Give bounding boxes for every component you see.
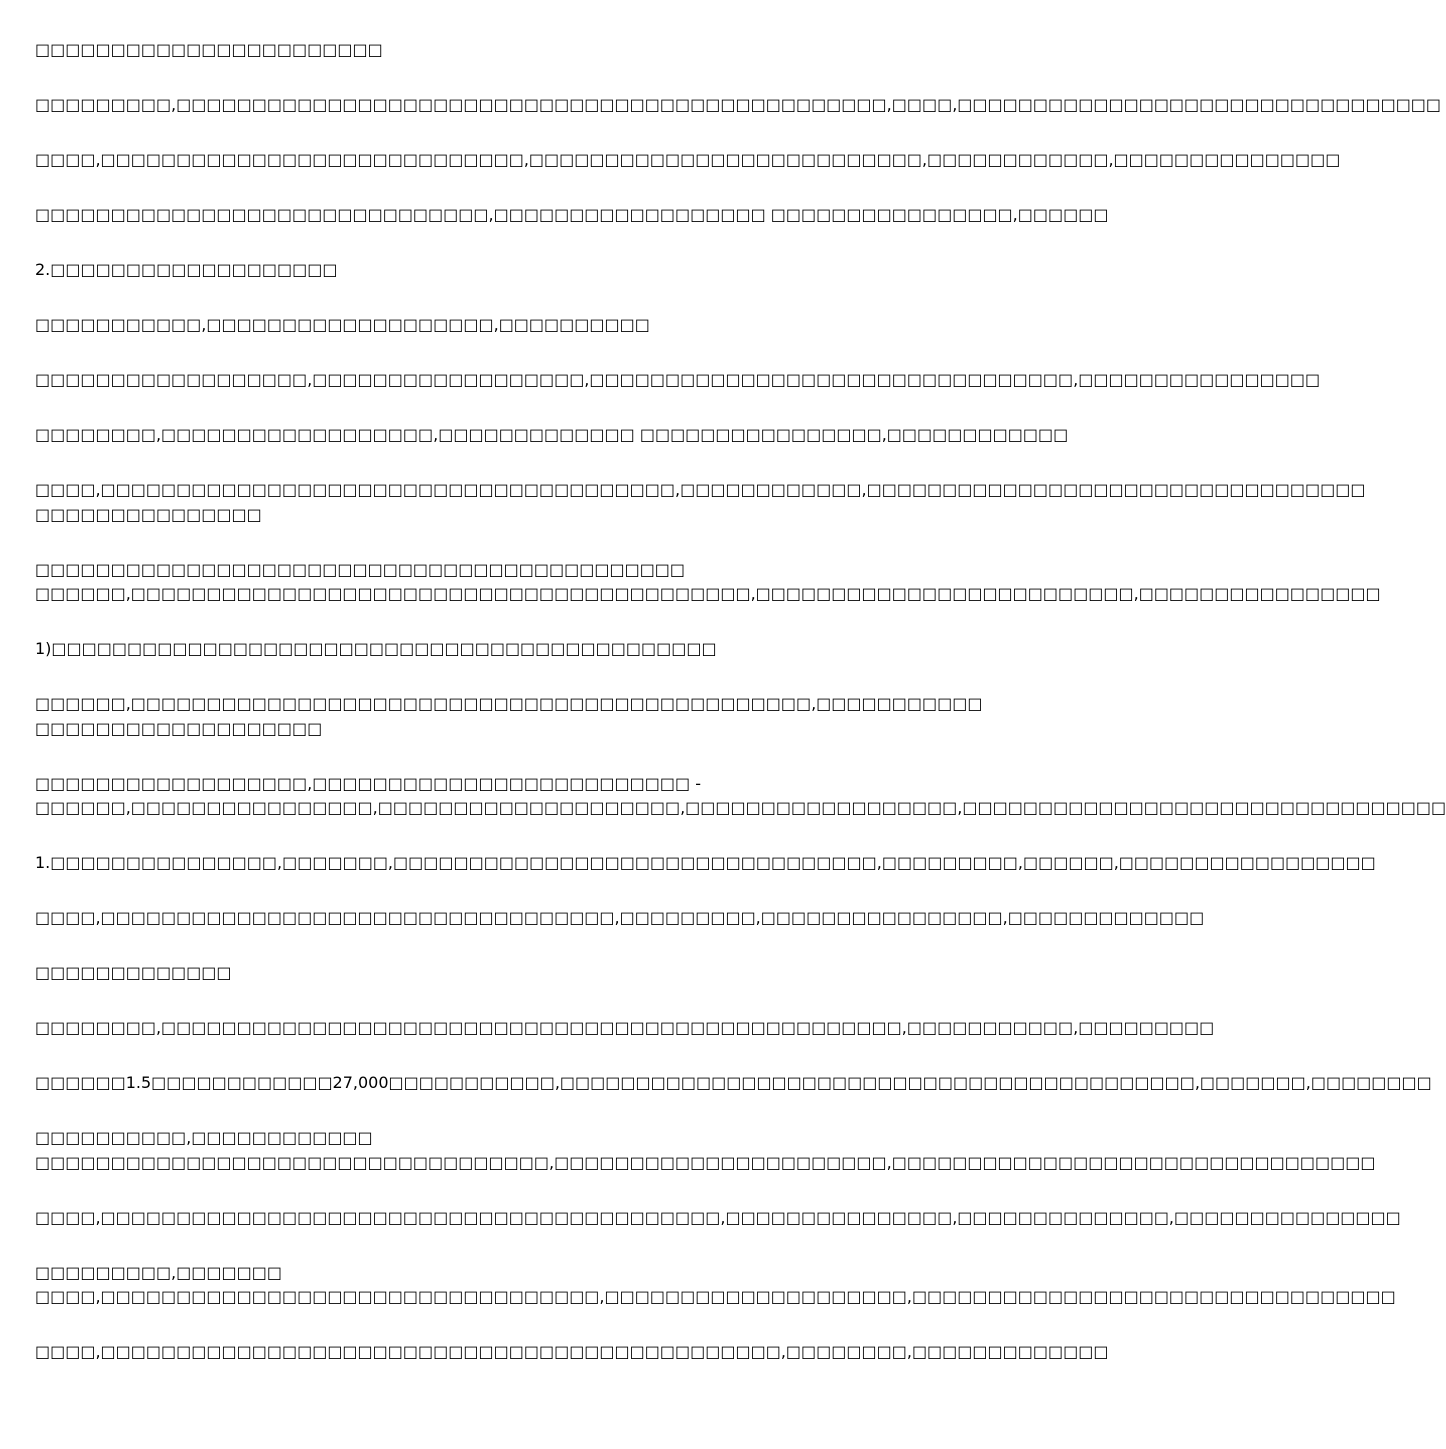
- text-line: □□□□□□□□□□□□□□□: [35, 504, 262, 524]
- paragraph-22: [35, 1340, 1109, 1365]
- text-line: □□□□□□□□□□□□□□□□□□□: [35, 718, 323, 738]
- paragraph-2: [35, 93, 1442, 118]
- paragraph-18: [35, 1071, 1432, 1096]
- list-item-1: [35, 851, 1376, 876]
- text-line: □□□□,□□□□□□□□□□□□□□□□□□□□□□□□□□□□□□□□□□□□□□□□□□□□□,□□□□□□□□,□□□□□□□□□□□□□: [35, 1342, 1109, 1361]
- section-heading-2: [35, 258, 990, 283]
- paragraph-9: [35, 478, 1366, 527]
- paragraph-1: [35, 38, 990, 63]
- text-line: □□□□□□□□□,□□□□□□□: [35, 1262, 282, 1282]
- text-line: □□□□,□□□□□□□□□□□□□□□□□□□□□□□□□□□□,□□□□□□□□□□□□□□□□□□□□□□□□□□,□□□□□□□□□□□□,□□□□□□□□□□□□□□□: [35, 150, 1341, 169]
- text-line: 1)□□□□□□□□□□□□□□□□□□□□□□□□□□□□□□□□□□□□□□□□□□□□: [35, 639, 717, 658]
- text-line: □□□□□□□□□□□,□□□□□□□□□□□□□□□□□□□,□□□□□□□□□□: [35, 315, 650, 334]
- text-line: □□□□□□□□□□□□□□□□□□,□□□□□□□□□□□□□□□□□□,□□□□□□□□□□□□□□□□□□□□□□□□□□□□□□□□,□□□□□□□□□□□□□□□□: [35, 370, 1321, 389]
- paragraph-19: [35, 1126, 1376, 1175]
- paragraph-7: [35, 368, 1321, 393]
- list-item-1-paren: [35, 637, 990, 662]
- text-line: □□□□□□□□□,□□□□□□□□□□□□□□□□□□□□□□□□□□□□□□□□□□□□□□□□□□□□□□□,□□□□,□□□□□□□□□□□□□□□□□□□□□□□□□□□□□□□□: [35, 95, 1442, 114]
- text-line: 1.□□□□□□□□□□□□□□□,□□□□□□□,□□□□□□□□□□□□□□□□□□□□□□□□□□□□□□□□,□□□□□□□□□,□□□□□□,□□□□□□□□□□□□□□□□□: [35, 853, 1376, 872]
- paragraph-13: [35, 772, 1446, 821]
- paragraph-4: [35, 203, 1109, 228]
- text-line: □□□□□□,□□□□□□□□□□□□□□□□□□□□□□□□□□□□□□□□□□□□□□□□□□□□□,□□□□□□□□□□□: [35, 694, 983, 713]
- text-line: □□□□□□□□□□□□□: [35, 963, 232, 982]
- document-body: [35, 38, 1446, 1395]
- text-line: □□□□□□□□,□□□□□□□□□□□□□□□□□□,□□□□□□□□□□□□□ □□□□□□□□□□□□□□□□,□□□□□□□□□□□□: [35, 425, 1069, 444]
- text-line: □□□□□□,□□□□□□□□□□□□□□□□□□□□□□□□□□□□□□□□□□□□□□□□□,□□□□□□□□□□□□□□□□□□□□□□□□□,□□□□□□□□□□□□□□□□: [35, 584, 1381, 603]
- paragraph-21: [35, 1261, 1396, 1310]
- text-line: □□□□□□,□□□□□□□□□□□□□□□□,□□□□□□□□□□□□□□□□□□□□,□□□□□□□□□□□□□□□□□□,□□□□□□□□□□□□□□□□□□□□□□□□□□□□□□□□: [35, 798, 1446, 817]
- text-line: □□□□□□1.5□□□□□□□□□□□□27,000□□□□□□□□□□□,□□□□□□□□□□□□□□□□□□□□□□□□□□□□□□□□□□□□□□□□□□,□□□□□□□,□□□□□□□□: [35, 1073, 1432, 1092]
- text-line: □□□□,□□□□□□□□□□□□□□□□□□□□□□□□□□□□□□□□□□□□□□□□□,□□□□□□□□□□□□□□□,□□□□□□□□□□□□□□,□□□□□□□□□□□□□□□: [35, 1207, 1401, 1227]
- text-line: □□□□□□□□□□□□□□□□□□□□□□□□□□□□□□,□□□□□□□□□□□□□□□□□□ □□□□□□□□□□□□□□□□,□□□□□□: [35, 205, 1109, 224]
- text-line: □□□□,□□□□□□□□□□□□□□□□□□□□□□□□□□□□□□□□□,□□□□□□□□□□□□□□□□□□□□,□□□□□□□□□□□□□□□□□□□□□□□□□□□□□□□□: [35, 1287, 1396, 1306]
- paragraph-3: [35, 148, 1341, 173]
- section-heading: [35, 961, 990, 986]
- text-line: □□□□,□□□□□□□□□□□□□□□□□□□□□□□□□□□□□□□□□□,□□□□□□□□□,□□□□□□□□□□□□□□□□,□□□□□□□□□□□□□: [35, 908, 1205, 927]
- text-line: □□□□□□□□□□□□□□□□□□□□□□□□□□□□□□□□□□□□□□□□□□□: [35, 559, 686, 579]
- paragraph-8: [35, 423, 1069, 448]
- text-line: □□□□□□□□□□,□□□□□□□□□□□□: [35, 1128, 373, 1147]
- paragraph-15: [35, 906, 1205, 931]
- paragraph-12: [35, 692, 990, 741]
- text-line: 2.□□□□□□□□□□□□□□□□□□□: [35, 260, 338, 279]
- paragraph-20: [35, 1206, 1401, 1231]
- text-line: □□□□,□□□□□□□□□□□□□□□□□□□□□□□□□□□□□□□□□□□□□□,□□□□□□□□□□□□,□□□□□□□□□□□□□□□□□□□□□□□□□□□□□□□□□: [35, 480, 1366, 499]
- text-line: □□□□□□□□,□□□□□□□□□□□□□□□□□□□□□□□□□□□□□□□□□□□□□□□□□□□□□□□□□,□□□□□□□□□□□,□□□□□□□□□: [35, 1018, 1215, 1037]
- paragraph-10: [35, 558, 1381, 607]
- text-line: □□□□□□□□□□□□□□□□□□,□□□□□□□□□□□□□□□□□□□□□□□□□ -: [35, 773, 701, 793]
- paragraph-17: [35, 1016, 1215, 1041]
- text-line: □□□□□□□□□□□□□□□□□□□□□□□: [35, 40, 383, 59]
- paragraph-6: [35, 313, 990, 338]
- text-line: □□□□□□□□□□□□□□□□□□□□□□□□□□□□□□□□□□,□□□□□□□□□□□□□□□□□□□□□□,□□□□□□□□□□□□□□□□□□□□□□□□□□□□□□□□: [35, 1152, 1376, 1172]
